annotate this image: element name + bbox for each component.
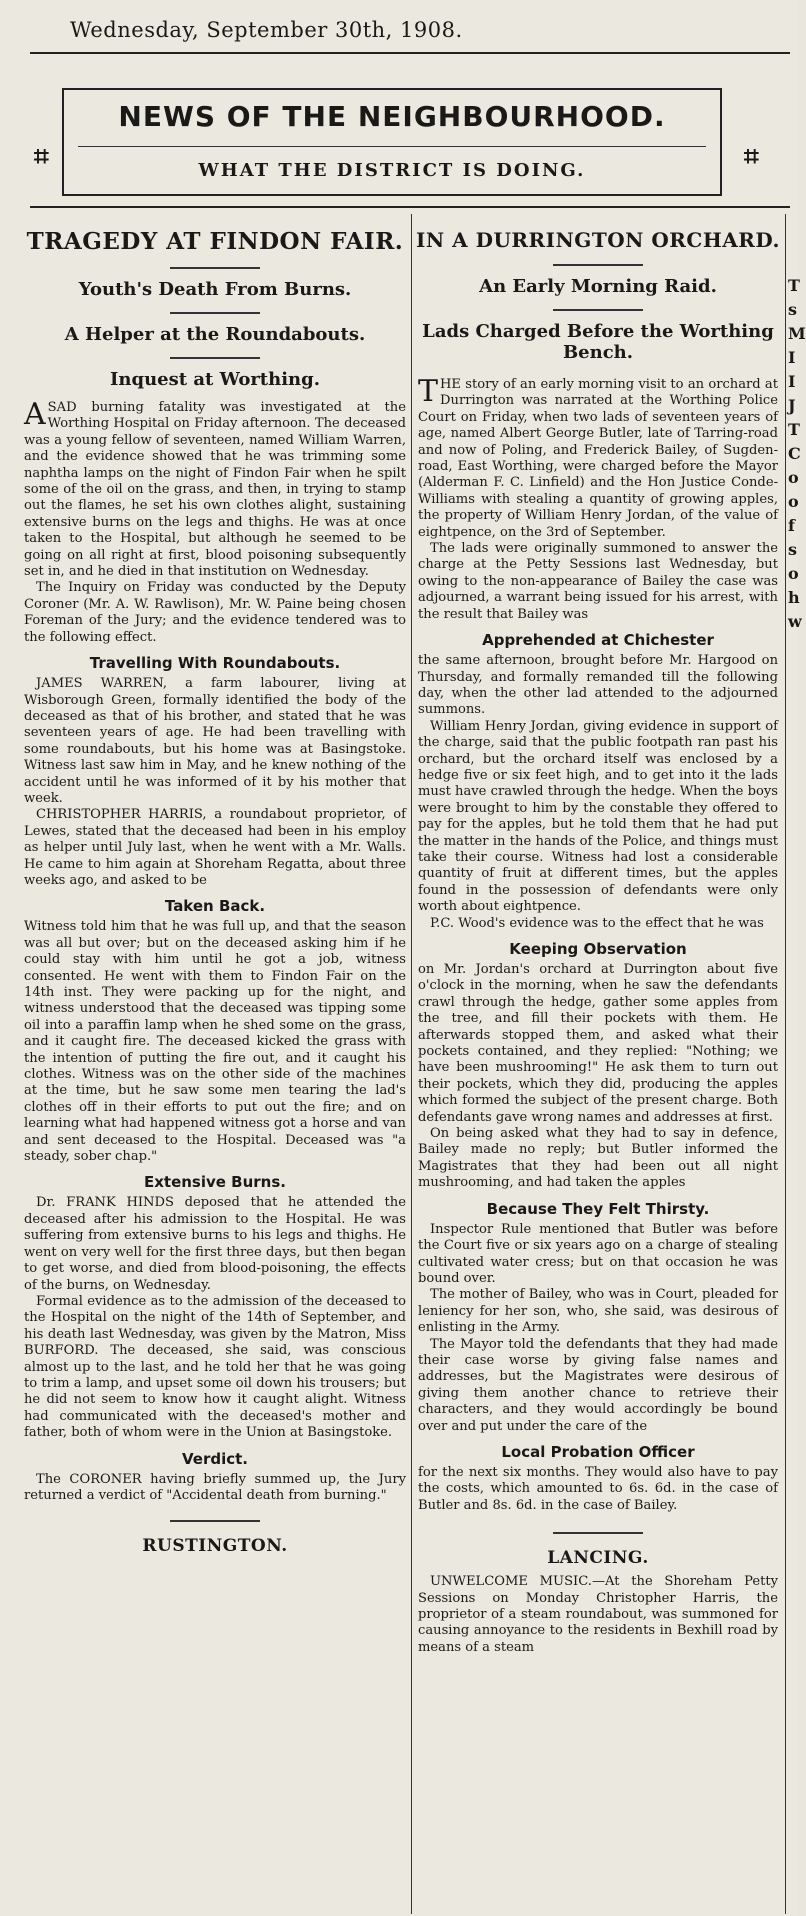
paragraph: The CORONER having briefly summed up, the Jury returned a verdict of "Accidental death from burning." bbox=[24, 1471, 406, 1503]
paragraph: William Henry Jordan, giving evidence in support of the charge, said that the public footpath ran past his orchard, but the orchard itself was enclosed by a hedge five or six feet high, and to get into it the lads must have crawled through the hedge. When the boys were brought to him by the constable they offered to pay for the apples, but he told them that he had put the matter in the hands of the Police, and things must take their course. Witness had lost a considerable quantity of fruit at different times, but the apples found in the possession of defendants were only worth about eightpence. bbox=[418, 718, 778, 915]
divider bbox=[553, 309, 643, 311]
banner-bottom-rule bbox=[30, 206, 790, 208]
drop-cap: A bbox=[24, 397, 46, 432]
subheadline: Lads Charged Before the Worthing Bench. bbox=[422, 321, 774, 363]
dateline: Wednesday, September 30th, 1908. bbox=[70, 18, 463, 42]
article-durrington-orchard bbox=[412, 214, 784, 1914]
edge-letter: s bbox=[788, 300, 798, 319]
section-heading: Because They Felt Thirsty. bbox=[486, 1199, 710, 1218]
subheadline: An Early Morning Raid. bbox=[479, 276, 717, 297]
paragraph: ASAD burning fatality was investigated at the Worthing Hospital on Friday afternoon. The deceased was a young fellow of seventeen, named William Warren, and the evidence showed that he was trimming some naphtha lamps on the night of Findon Fair when he spilt some of the oil on the grass, and then, in trying to stamp out the flames, he set his own clothes alight, sustaining extensive burns on the legs and thighs. He was at once taken to the Hospital, but although he seemed to be going on all right at first, blood poisoning subsequently set in, and he died in that institution on Wednesday. bbox=[24, 397, 406, 580]
edge-letter: w bbox=[788, 612, 802, 631]
edge-letter: o bbox=[788, 564, 799, 583]
paragraph: on Mr. Jordan's orchard at Durrington about five o'clock in the morning, when he saw the defendants crawl through the hedge, gather some apples from the tree, and fill their pockets with them. He afterwards stopped them, and asked what their pockets contained, and they replied: "Nothing; we have been mushrooming!" He ask them to turn out their pockets, which they did, producing the apples which formed the subject of the present charge. Both defendants gave wrong names and addresses at first. bbox=[418, 962, 778, 1125]
next-headline: LANCING. bbox=[547, 1548, 649, 1569]
edge-letter: f bbox=[788, 516, 795, 535]
article-findon-fair bbox=[18, 214, 412, 1914]
edge-letter: C bbox=[788, 444, 801, 463]
drop-cap: T bbox=[418, 374, 439, 409]
paragraph: P.C. Wood's evidence was to the effect that he was bbox=[430, 915, 764, 931]
paragraph: CHRISTOPHER HARRIS, a roundabout proprietor, of Lewes, stated that the deceased had been in his employ as helper until July last, when he went with a Mr. Walls. He came to him again at Shoreham Regatta, about three weeks ago, and asked to be bbox=[24, 807, 406, 888]
section-heading: Apprehended at Chichester bbox=[482, 631, 714, 650]
edge-letter: J bbox=[788, 396, 796, 415]
section-banner bbox=[62, 88, 722, 196]
paragraph: UNWELCOME MUSIC.—At the Shoreham Petty Sessions on Monday Christopher Harris, the proprietor of a steam roundabout, was summoned for causing annoyance to the residents in Bexhill road by means of a steam bbox=[418, 1574, 778, 1655]
hash-ornament-left: ⌗ bbox=[34, 142, 49, 172]
top-rule bbox=[30, 52, 790, 54]
hash-ornament-right: ⌗ bbox=[744, 142, 759, 172]
divider bbox=[553, 1532, 643, 1534]
paragraph: THE story of an early morning visit to an orchard at Durrington was narrated at the Worthing Police Court on Friday, when two lads of seventeen years of age, named Albert George Butler, late of Tarring-road and now of Poling, and Frederick Bailey, of Sugden-road, East Worthing, were charged before the Mayor (Alderman F. C. Linfield) and the Hon Justice Conde-Williams with stealing a quantity of growing apples, the property of William Henry Jordan, of the value of eightpence, on the 3rd of September. bbox=[418, 374, 778, 540]
edge-letter: I bbox=[788, 348, 796, 367]
section-heading: Local Probation Officer bbox=[501, 1442, 695, 1461]
edge-letter: h bbox=[788, 588, 800, 607]
headline: IN A DURRINGTON ORCHARD. bbox=[416, 228, 780, 252]
subheadline: Inquest at Worthing. bbox=[109, 369, 320, 390]
section-heading: Verdict. bbox=[182, 1449, 248, 1468]
edge-letter: T bbox=[788, 276, 800, 295]
paragraph: The Inquiry on Friday was conducted by the Deputy Coroner (Mr. A. W. Rawlison), Mr. W. Paine being chosen Foreman of the Jury; and the evidence tendered was to the following effect. bbox=[24, 580, 406, 645]
divider bbox=[553, 264, 643, 266]
divider bbox=[170, 312, 260, 314]
banner-title: NEWS OF THE NEIGHBOURHOOD. bbox=[118, 100, 666, 133]
next-headline: RUSTINGTON. bbox=[142, 1536, 288, 1557]
paragraph: Inspector Rule mentioned that Butler was before the Court five or six years ago on a charge of stealing cultivated water cress; but on that occasion he was bound over. bbox=[418, 1221, 778, 1286]
divider bbox=[170, 357, 260, 359]
banner-subtitle: WHAT THE DISTRICT IS DOING. bbox=[198, 160, 586, 181]
edge-letter: I bbox=[788, 372, 796, 391]
cropped-column bbox=[786, 214, 806, 1914]
paragraph: Dr. FRANK HINDS deposed that he attended the deceased after his admission to the Hospital. He was suffering from extensive burns to his legs and thighs. He went on very well for the first three days, but then began to get worse, and died from blood-poisoning, the effects of the burns, on Wednesday. bbox=[24, 1195, 406, 1293]
section-heading: Extensive Burns. bbox=[143, 1173, 286, 1192]
paragraph: The mother of Bailey, who was in Court, pleaded for leniency for her son, who, she said, was desirous of enlisting in the Army. bbox=[418, 1287, 778, 1336]
section-heading: Keeping Observation bbox=[509, 940, 687, 958]
divider bbox=[170, 267, 260, 269]
divider bbox=[170, 1520, 260, 1522]
banner-divider bbox=[78, 146, 706, 147]
subheadline: A Helper at the Roundabouts. bbox=[64, 324, 366, 345]
paragraph: the same afternoon, brought before Mr. Hargood on Thursday, and formally remanded till the following day, when the other lad attended to the adjourned summons. bbox=[418, 653, 778, 718]
section-heading: Travelling With Roundabouts. bbox=[89, 654, 341, 673]
paragraph: The Mayor told the defendants that they had made their case worse by giving false names and addresses, but the Magistrates were desirous of giving them another chance to retrieve their characters, and they would accordingly be bound over and put under the care of the bbox=[418, 1336, 778, 1434]
edge-letter: o bbox=[788, 492, 799, 511]
edge-letter: T bbox=[788, 420, 800, 439]
paragraph: Formal evidence as to the admission of the deceased to the Hospital on the night of the 14th of September, and his death last Wednesday, was given by the Matron, Miss BURFORD. The deceased, she said, was conscious almost up to the last, and he told her that he was going to trim a lamp, and upset some oil down his trousers; but he did not seem to know how it caught alight. Witness had communicated with the deceased's mother and father, both of whom were in the Union at Basingstoke. bbox=[24, 1293, 406, 1441]
paragraph: The lads were originally summoned to answer the charge at the Petty Sessions last Wednesday, but owing to the non-appearance of Bailey the case was adjourned, a warrant being issued for his arrest, with the result that Bailey was bbox=[418, 541, 778, 622]
subheadline: Youth's Death From Burns. bbox=[78, 279, 352, 300]
section-heading: Taken Back. bbox=[164, 897, 266, 916]
paragraph: Witness told him that he was full up, and that the season was all but over; but on the deceased asking him if he could stay with him until he got a job, witness consented. He went with them to Findon Fair on the 14th inst. They were packing up for the night, and witness understood that the deceased was tipping some oil into a paraffin lamp when he shed some on the grass, and it caught fire. The deceased kicked the grass with the intention of putting the fire out, and it caught his clothes. Witness was on the other side of the machines at the time, but he saw some men tearing the lad's clothes off in their efforts to put out the fire; and on learning what had happened witness got a horse and van and sent deceased to the Hospital. Deceased was "a steady, sober chap." bbox=[24, 919, 406, 1165]
paragraph: On being asked what they had to say in defence, Bailey made no reply; but Butler informed the Magistrates that they had been out all night mushrooming, and had taken the apples bbox=[418, 1126, 778, 1191]
edge-letter: M bbox=[788, 324, 806, 343]
paragraph: JAMES WARREN, a farm labourer, living at Wisborough Green, formally identified the body of the deceased as that of his brother, and stated that he was seventeen years of age. He had been travelling with some roundabouts, but his home was at Basingstoke. Witness last saw him in May, and he knew nothing of the accident until he was informed of it by his mother that week. bbox=[24, 676, 406, 806]
edge-letter: o bbox=[788, 468, 799, 487]
paragraph: for the next six months. They would also have to pay the costs, which amounted to 6s. 6d. in the case of Butler and 8s. 6d. in the case of Bailey. bbox=[418, 1464, 778, 1513]
headline: TRAGEDY AT FINDON FAIR. bbox=[26, 228, 404, 255]
edge-letter: s bbox=[788, 540, 798, 559]
